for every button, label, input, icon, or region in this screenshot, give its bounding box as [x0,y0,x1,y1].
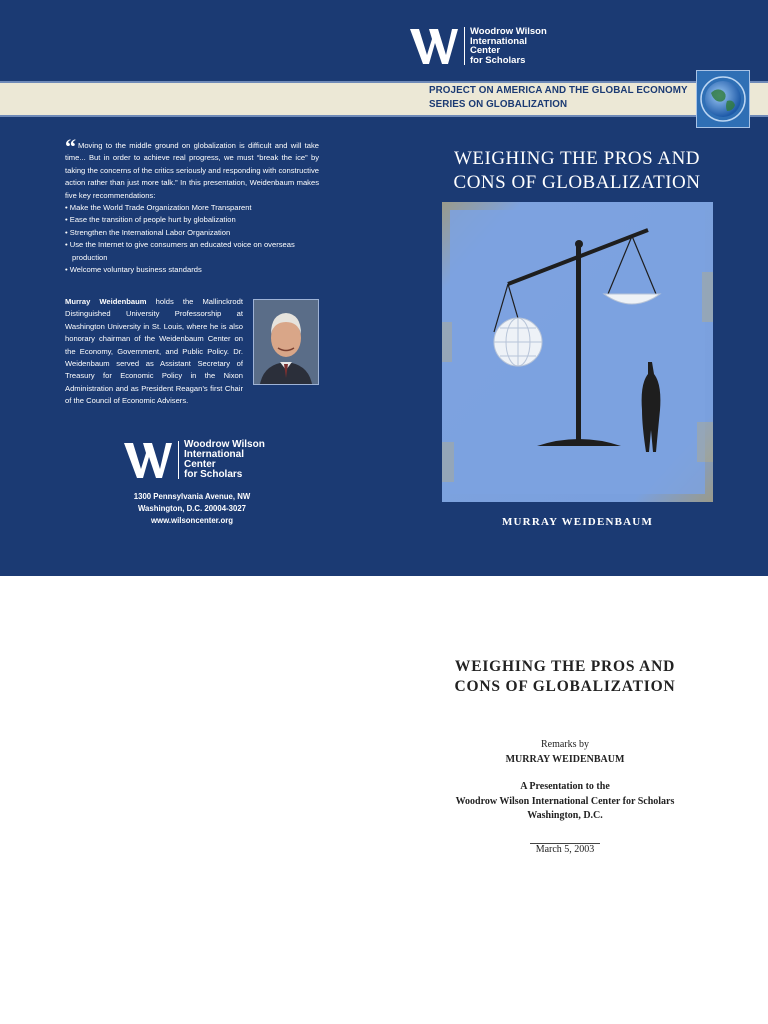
title-line: WEIGHING THE PROS AND [454,658,676,675]
cover-illustration-scales [442,202,713,502]
cover-title-line: WEIGHING THE PROS AND [453,148,701,169]
venue-city: Washington, D.C. [527,810,603,821]
project-title: PROJECT ON AMERICA AND THE GLOBAL ECONOMY [429,85,688,96]
list-item: • Welcome voluntary business standards [65,265,202,275]
logo-line: Woodrow Wilson [184,439,265,450]
cover-title [430,147,724,195]
quote-mark: “ [65,134,76,159]
wilson-center-logo [410,27,547,65]
list-item: • Ease the transition of people hurt by globalization [65,215,236,225]
address-block [92,491,292,527]
wilson-w-logo-icon [410,27,458,65]
logo-line: International [470,35,528,47]
logo-wordmark [470,27,547,65]
logo-line: for Scholars [184,469,243,480]
wilson-center-logo-back [124,440,265,480]
author-photo [253,299,319,385]
recommendation-list [65,202,319,276]
remarks-label: Remarks by [540,739,590,750]
logo-wordmark [184,440,265,480]
presentation-label: A Presentation to the [520,781,610,792]
title-page-heading [420,657,710,697]
city-zip: Washington, D.C. 20004-3027 [137,504,247,513]
cover-author: MURRAY WEIDENBAUM [501,516,654,528]
series-title: SERIES ON GLOBALIZATION [429,99,568,110]
list-item: • Make the World Trade Organization More Transparent [65,203,252,213]
logo-divider [178,441,179,479]
author-bio [65,296,243,408]
logo-line: Center [470,45,501,56]
title-line: CONS OF GLOBALIZATION [454,678,676,695]
globe-icon [696,70,750,128]
logo-divider [464,27,465,65]
remarks-block [420,738,710,767]
cover-title-line: CONS OF GLOBALIZATION [453,172,701,193]
list-item: • Strengthen the International Labor Organization [65,227,231,237]
logo-line: for Scholars [470,54,526,66]
wilson-w-logo-icon [124,441,172,479]
quote-text: Moving to the middle ground on globalization is difficult and will take time... But in order to achieve real progress, we must “break the ice” by taking the concerns of the critics seriously and responding with constructive action rather than just more talk.” In this presentation, Weidenbaum makes five key recommendations: [65,141,319,200]
street-address: 1300 Pennsylvania Avenue, NW [133,492,251,501]
series-band-text [429,84,688,112]
back-cover-quote [65,134,319,276]
presentation-date: March 5, 2003 [535,844,595,855]
website-link[interactable]: www.wilsoncenter.org [150,516,234,525]
presentation-block [420,780,710,824]
list-item: • Use the Internet to give consumers an educated voice on overseas production [65,240,295,262]
logo-line: Woodrow Wilson [470,26,547,37]
logo-line: International [184,449,245,460]
venue-name: Woodrow Wilson International Center for Scholars [455,795,675,807]
bio-text: holds the Mallinckrodt Distinguished University Professorship at Washington University in St. Louis, where he is also honorary chairman of the Weidenbaum Center on the Economy, Government, and Public Policy. Dr. Weidenbaum served as Assistant Secretary of Treasury for Economic Policy in the Nixon Administration and as President Reagan’s first Chair of the Council of Economic Advisers. [65,297,243,406]
title-page-author: MURRAY WEIDENBAUM [505,753,625,765]
bio-author-name: Murray Weidenbaum [65,297,147,306]
logo-line: Center [184,459,216,470]
